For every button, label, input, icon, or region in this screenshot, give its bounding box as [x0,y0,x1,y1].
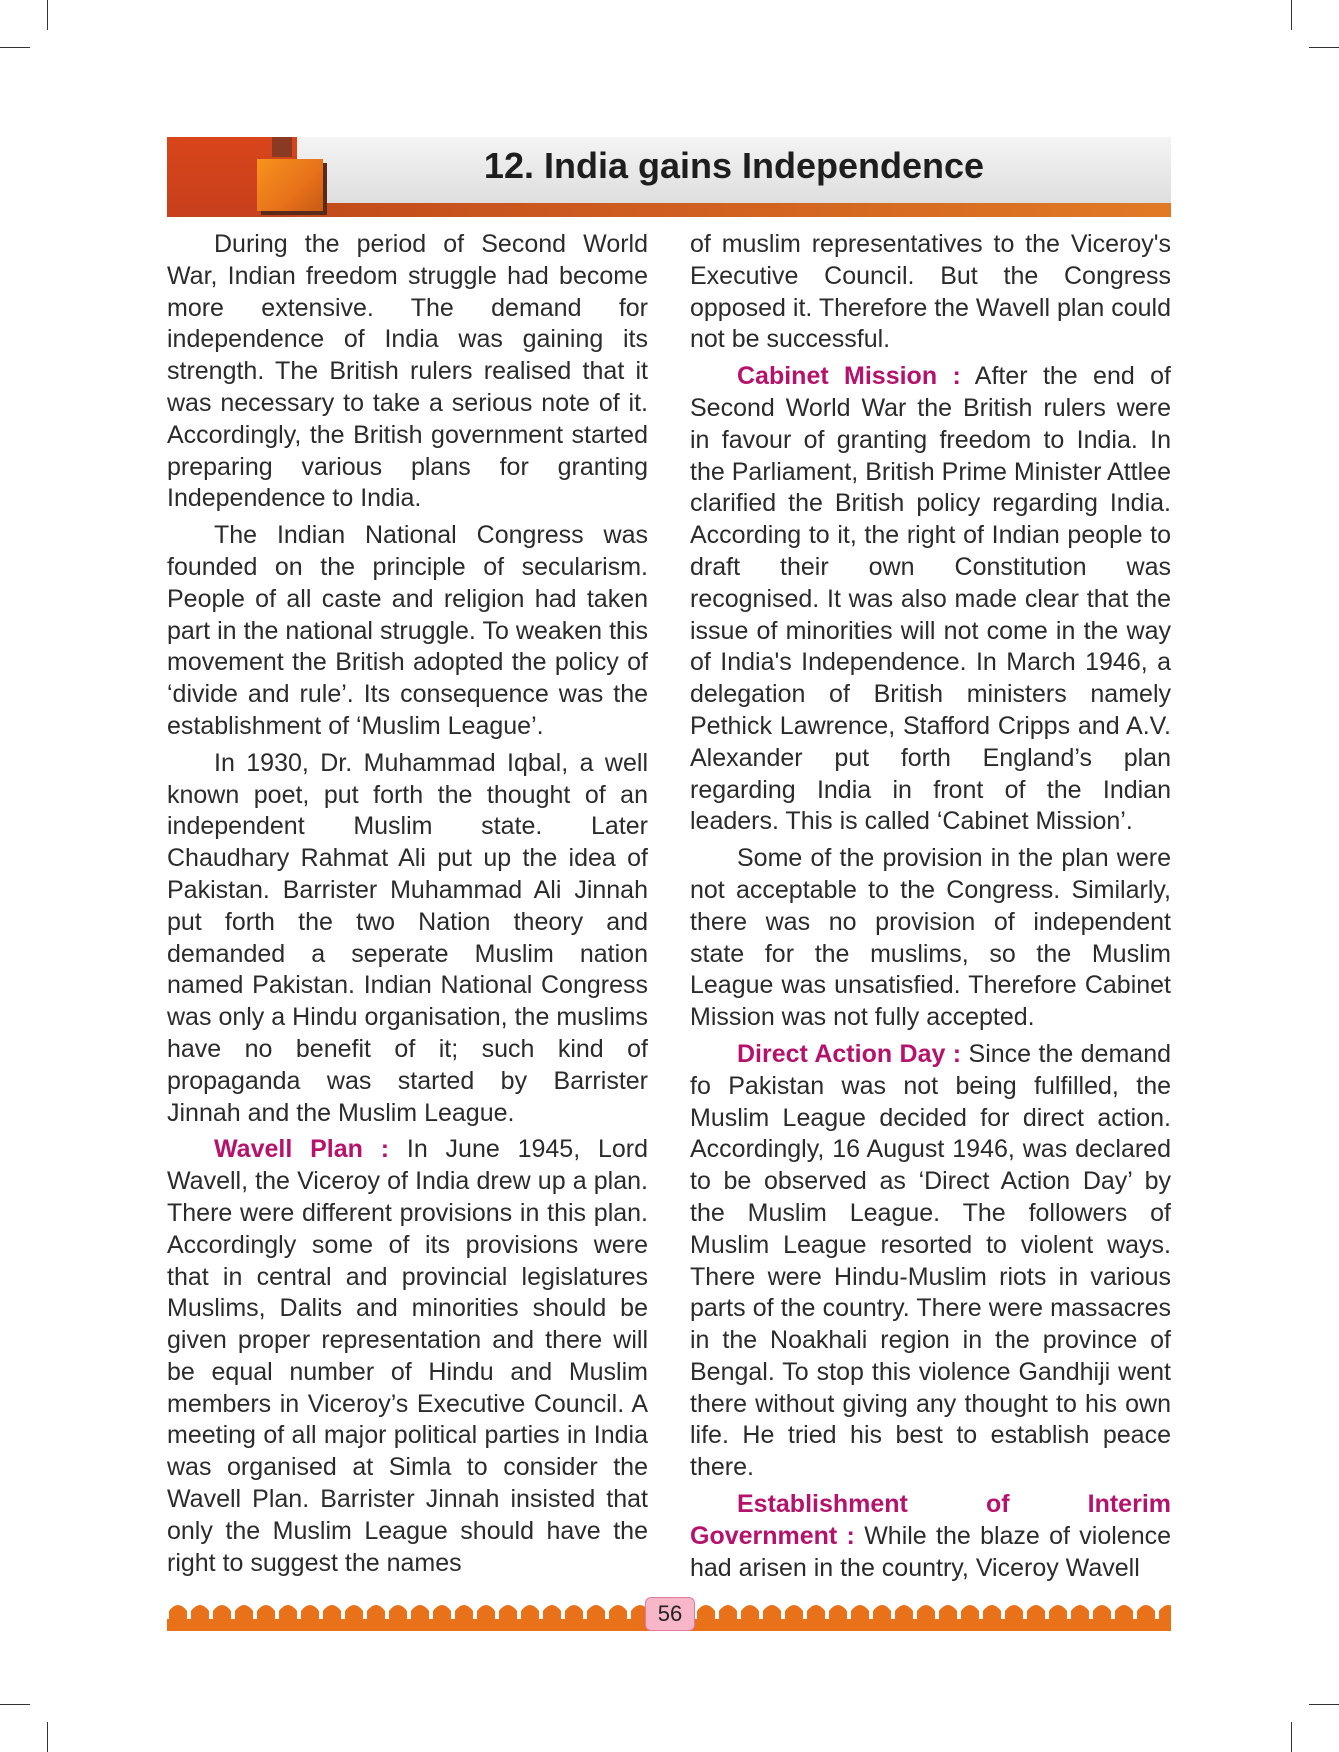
footer-scallop [1159,1605,1171,1621]
footer-scallop [785,1605,803,1621]
footer-scallop [543,1605,561,1621]
chapter-header [167,137,1171,217]
crop-mark [1309,47,1339,48]
footer-scallop [477,1605,495,1621]
footer-scallop [939,1605,957,1621]
banner-dark-square [272,137,292,157]
footer-scallop [257,1605,275,1621]
footer-scallop [807,1605,825,1621]
footer-scallop [587,1605,605,1621]
footer-scallop [433,1605,451,1621]
footer-scallop [1005,1605,1023,1621]
footer-scallop [521,1605,539,1621]
crop-mark [1291,1722,1292,1752]
footer-scallop [169,1605,187,1621]
footer-scallop [1049,1605,1067,1621]
footer-scallop [851,1605,869,1621]
footer-scallop [499,1605,517,1621]
banner-underline [297,203,1171,217]
paragraph: The Indian National Congress was founded on the principle of secularism. People of all caste and religion had taken part in the national struggle. To weaken this movement the British adopted the policy of ‘divide and rule’. Its consequence was the establishment of ‘Muslim League’. [167,521,648,740]
paragraph-text: Since the demand fo Pakistan was not being fulfilled, the Muslim League decided for direct action. Accordingly, 16 August 1946, was declared to be observed as ‘Direct Action Day’ by the Muslim League. The followers of Muslim League resorted to violent ways. There were Hindu-Muslim riots in various parts of the country. There were massacres in the Noakhali region in the province of Bengal. To stop this violence Gandhiji went there without giving any thought to his own life. He tried his best to establish peace there. [690,1039,1171,1482]
footer-scallop [279,1605,297,1621]
paragraph: Some of the provision in the plan were not acceptable to the Congress. Similarly, there was no provision of independent state for the muslims, so the Muslim League was unsatisfied. Therefore Cabinet Mission was not fully accepted. [690,844,1171,1032]
footer-scallop [873,1605,891,1621]
section-heading-wavell-plan: Wavell Plan : [214,1135,390,1164]
footer-scallop [1137,1605,1155,1621]
section-heading-interim-government: Establishment of Interim Government : [690,1490,1171,1550]
paragraph: During the period of Second World War, Indian freedom struggle had become more extensive. The demand for independence of India was gaining its strength. The British rulers realised that it was necessary to take a serious note of it. Accordingly, the British government started preparing various plans for granting Independence to India. [167,230,648,513]
footer-scallop [455,1605,473,1621]
right-column [690,229,1171,1589]
footer-scallop [389,1605,407,1621]
footer-scallop [323,1605,341,1621]
crop-mark [0,1704,30,1705]
crop-mark [1291,0,1292,30]
crop-mark [47,0,48,30]
footer-scallop [1071,1605,1089,1621]
paragraph: In 1930, Dr. Muhammad Iqbal, a well known poet, put forth the thought of an independent Muslim state. Later Chaudhary Rahmat Ali put up the idea of Pakistan. Barrister Muhammad Ali Jinnah put forth the two Nation theory and demanded a seperate Muslim nation named Pakistan. Indian National Congress was only a Hindu organisation, the muslims have no benefit of it; such kind of propaganda was started by Barrister Jinnah and the Muslim League. [167,748,648,1127]
footer-scallop [983,1605,1001,1621]
footer-scallop [411,1605,429,1621]
crop-mark [0,47,30,48]
crop-mark [47,1722,48,1752]
page-number: 56 [645,1597,695,1631]
footer-scallop [719,1605,737,1621]
paragraph: of muslim representatives to the Viceroy's Executive Council. But the Congress opposed it. Therefore the Wavell plan could not be successful. [690,230,1171,354]
footer-scallop [763,1605,781,1621]
footer-scallop [609,1605,627,1621]
section-heading-direct-action-day: Direct Action Day : [737,1039,962,1068]
left-column [167,229,648,1584]
paragraph-text: While the blaze of violence had arisen in the country, Viceroy Wavell [690,1521,1172,1582]
section-heading-cabinet-mission: Cabinet Mission : [737,362,961,391]
paragraph [167,1134,648,1579]
footer-scallop [895,1605,913,1621]
paragraph-text: In June 1945, Lord Wavell, the Viceroy of India drew up a plan. There were different provisions in this plan. Accordingly some of its provisions were that in central and provincial legislatures Muslims, Dalits and minorities should be given proper representation and there will be equal number of Hindu and Muslim members in Viceroy’s Executive Council. A meeting of all major political parties in India was organised at Simla to consider the Wavell Plan. Barrister Jinnah insisted that only the Muslim League should have the right to suggest the names [167,1135,648,1577]
chapter-title: 12. India gains Independence [483,145,985,186]
footer-scallop [301,1605,319,1621]
page-footer [167,1597,1171,1633]
paragraph [690,1039,1171,1484]
paragraph [690,1489,1171,1584]
footer-scallop [191,1605,209,1621]
footer-scallop [917,1605,935,1621]
footer-scallop [565,1605,583,1621]
crop-mark [1309,1704,1339,1705]
footer-scallop [1115,1605,1133,1621]
footer-scallop [213,1605,231,1621]
footer-scallop [1093,1605,1111,1621]
footer-scallop [697,1605,715,1621]
footer-scallop [1027,1605,1045,1621]
footer-scallop [961,1605,979,1621]
footer-scallop [741,1605,759,1621]
footer-scallop [235,1605,253,1621]
footer-scallop [829,1605,847,1621]
footer-scallop [367,1605,385,1621]
paragraph [690,361,1171,838]
footer-scallop [345,1605,363,1621]
paragraph-text: After the end of Second World War the British rulers were in favour of granting freedom to India. In the Parliament, British Prime Minister Attlee clarified the British policy regarding India. According to it, the right of Indian people to draft their own Constitution was recognised. It was also made clear that the issue of minorities will not come in the way of India's Independence. In March 1946, a delegation of British ministers namely Pethick Lawrence, Stafford Cripps and A.V. Alexander put forth England’s plan regarding India in front of the Indian leaders. This is called ‘Cabinet Mission’. [690,362,1171,836]
